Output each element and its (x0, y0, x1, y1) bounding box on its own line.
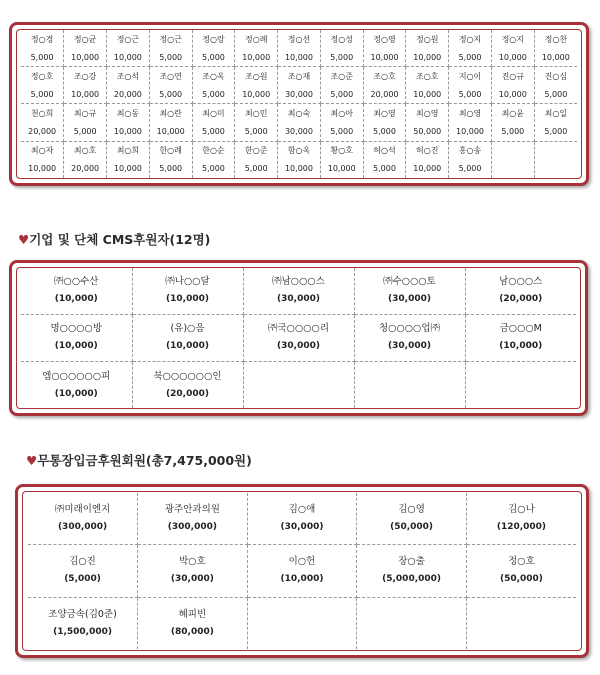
donor-name: 금○○○M (499, 323, 542, 335)
donor-name: 허○진 (416, 146, 439, 156)
donor-name: 조○호 (373, 71, 396, 81)
donor-name: 정○지 (501, 34, 525, 44)
donor-cell (449, 104, 492, 141)
donation-amount: 10,000 (242, 52, 271, 62)
table-row (21, 30, 577, 67)
donation-amount: (30,000) (388, 294, 431, 305)
donation-amount: 5,000 (201, 52, 225, 62)
donor-list-frame-1 (9, 22, 589, 186)
donation-amount: 10,000 (71, 89, 100, 99)
donor-name: 황○호 (330, 146, 353, 156)
donor-name: 최○영 (416, 109, 439, 119)
table-row (21, 67, 577, 104)
donor-cell (132, 268, 243, 314)
donation-amount: (10,000) (166, 341, 209, 352)
donor-name: 정○근 (159, 34, 182, 44)
donation-amount: (50,000) (390, 522, 434, 533)
donor-cell (491, 141, 534, 178)
donor-cell (354, 314, 465, 361)
donor-name: ㈜수○○○토 (383, 276, 436, 288)
donor-cell (243, 362, 354, 408)
donation-amount: 10,000 (284, 164, 313, 174)
donation-amount: 5,000 (544, 89, 568, 99)
donation-amount: 5,000 (201, 127, 225, 137)
table-row (21, 314, 576, 361)
donor-cell (149, 104, 192, 141)
donor-cell (21, 362, 132, 408)
donor-cell (466, 493, 576, 545)
donor-name: 최○자 (30, 146, 54, 156)
donation-amount: (80,000) (170, 626, 214, 637)
donor-cell (28, 545, 138, 598)
donor-cell (28, 493, 138, 545)
donor-name: 천○희 (30, 109, 54, 119)
donor-name: 조○연 (159, 71, 182, 81)
donor-cell (406, 104, 449, 141)
donor-name: 정○균 (73, 34, 97, 44)
donation-amount: (300,000) (57, 522, 108, 533)
donation-amount: (10,000) (54, 341, 98, 352)
donor-cell (278, 104, 321, 141)
donation-amount: 10,000 (541, 52, 570, 62)
donor-cell (278, 141, 321, 178)
donation-amount: 5,000 (159, 89, 183, 99)
donor-name: 조○호 (416, 71, 439, 81)
donation-amount: 20,000 (113, 89, 142, 99)
donation-amount: 5,000 (244, 164, 268, 174)
donation-amount: 5,000 (330, 89, 354, 99)
donor-cell (138, 597, 248, 649)
donor-cell (465, 314, 576, 361)
donation-amount: 20,000 (370, 89, 399, 99)
heart-icon: ♥ (18, 232, 30, 247)
donation-amount: 5,000 (373, 164, 396, 174)
donor-name: 조양금속(김0준) (48, 608, 117, 620)
donor-cell (138, 545, 248, 598)
donor-cell (149, 141, 192, 178)
table-row (28, 493, 576, 545)
bank-transfer-donor-table (28, 493, 576, 649)
bank-transfer-heading-text: 무통장입금후원회원(총7,475,000원) (37, 453, 252, 468)
donor-cell (192, 30, 235, 67)
donor-cell (491, 67, 534, 104)
donor-name: 정○랑 (202, 34, 225, 44)
donation-amount: 10,000 (284, 52, 313, 62)
donor-name: 진○규 (501, 71, 525, 81)
donor-name: (유)○음 (170, 323, 205, 335)
donation-amount: 5,000 (373, 127, 396, 137)
donation-amount: 5,000 (501, 127, 525, 137)
donor-name: 북○○○○○○인 (153, 370, 222, 382)
donation-amount: 5,000 (458, 164, 482, 174)
donor-list-frame-3 (15, 484, 589, 658)
donor-cell (243, 314, 354, 361)
donor-cell (21, 104, 64, 141)
donor-cell (107, 30, 150, 67)
donor-name: 최○숙 (287, 109, 311, 119)
donation-amount: 10,000 (370, 52, 399, 62)
donation-amount: 50,000 (413, 127, 442, 137)
donation-amount: 10,000 (113, 164, 142, 174)
donor-cell (320, 141, 363, 178)
donation-amount: 10,000 (242, 89, 271, 99)
donor-name: 조○원 (244, 71, 268, 81)
donor-cell (363, 67, 406, 104)
donor-cell (64, 30, 107, 67)
donor-cell (320, 30, 363, 67)
table-row (21, 268, 576, 314)
donor-name: 정○선 (287, 34, 311, 44)
donor-cell (449, 141, 492, 178)
donor-name: 허○석 (373, 146, 396, 156)
donation-amount: (20,000) (499, 294, 543, 305)
donation-amount: 5,000 (458, 89, 482, 99)
table-row (21, 362, 576, 408)
donor-name: ㈜○○수산 (54, 276, 99, 288)
donation-amount: (10,000) (54, 294, 98, 305)
donor-name: 김○애 (288, 504, 316, 516)
donor-name: 최○희 (116, 146, 140, 156)
donation-amount: (10,000) (54, 388, 98, 399)
donor-name: 정○경 (30, 34, 54, 44)
donor-name: 조○준 (330, 71, 353, 81)
donation-amount: 5,000 (73, 127, 97, 137)
donor-cell (534, 30, 577, 67)
donor-cell (278, 67, 321, 104)
donor-name: 최○호 (73, 146, 97, 156)
donation-amount: 5,000 (159, 164, 183, 174)
donor-cell (247, 493, 357, 545)
donor-name: 정○근 (116, 34, 140, 44)
section-heading-corporate (18, 230, 210, 248)
table-row (28, 597, 576, 649)
donor-cell (149, 67, 192, 104)
donor-cell (465, 362, 576, 408)
donor-name: 한○례 (159, 146, 182, 156)
donor-name: 최○영 (373, 109, 396, 119)
donor-cell (466, 545, 576, 598)
donation-amount: (50,000) (499, 574, 543, 585)
donor-name: 정○성 (330, 34, 353, 44)
donor-name: 최○규 (73, 109, 97, 119)
donation-amount: 5,000 (30, 52, 54, 62)
donor-name: 청○○○○업㈜ (378, 323, 440, 335)
donation-amount: (10,000) (280, 574, 324, 585)
donor-name: 장○출 (398, 556, 425, 568)
donor-name: 정○찬 (544, 34, 568, 44)
donation-amount: 20,000 (71, 164, 100, 174)
donor-cell (243, 268, 354, 314)
donor-cell (21, 141, 64, 178)
donor-cell (466, 597, 576, 649)
donation-amount: 10,000 (413, 52, 442, 62)
donor-cell (192, 141, 235, 178)
donor-cell (363, 104, 406, 141)
donation-amount: (30,000) (277, 341, 320, 352)
donation-amount: (30,000) (277, 294, 320, 305)
donation-amount: 10,000 (28, 164, 57, 174)
donor-name: 정○호 (508, 556, 535, 568)
donor-cell (320, 104, 363, 141)
donor-cell (192, 104, 235, 141)
donor-name: 박○호 (179, 556, 206, 568)
donor-name: 조○재 (287, 71, 311, 81)
donation-amount: 10,000 (71, 52, 100, 62)
donor-name: 조○강 (73, 71, 97, 81)
donor-cell (247, 545, 357, 598)
donor-cell (21, 268, 132, 314)
donor-cell (534, 104, 577, 141)
donation-amount: (10,000) (166, 294, 209, 305)
donor-name: 진○심 (544, 71, 568, 81)
donation-amount: (120,000) (496, 522, 547, 533)
donation-amount: 5,000 (330, 52, 354, 62)
donor-cell (235, 67, 278, 104)
donor-cell (107, 104, 150, 141)
donor-name: 조○옥 (202, 71, 225, 81)
donor-cell (132, 314, 243, 361)
donor-cell (149, 30, 192, 67)
donor-name: 함○옥 (287, 146, 311, 156)
donor-cell (235, 30, 278, 67)
donor-cell (132, 362, 243, 408)
donation-amount: 5,000 (201, 89, 225, 99)
donation-amount: (30,000) (170, 574, 214, 585)
donor-cell (357, 493, 467, 545)
donation-amount: (5,000) (64, 574, 101, 585)
donor-cell (21, 67, 64, 104)
donor-name: 최○란 (159, 109, 182, 119)
donor-name: 최○영 (458, 109, 482, 119)
donor-name: ㈜나○○달 (165, 276, 210, 288)
donor-cell (354, 268, 465, 314)
donation-amount: 10,000 (413, 89, 442, 99)
donor-cell (64, 67, 107, 104)
donation-amount: 10,000 (327, 164, 356, 174)
donor-name: 최○미 (202, 109, 225, 119)
donor-name: 남○○○스 (499, 276, 543, 288)
donor-name: 최○아 (330, 109, 353, 119)
donor-cell (21, 30, 64, 67)
donation-amount: 10,000 (456, 127, 485, 137)
donor-cell (406, 30, 449, 67)
donor-list-frame-2 (9, 260, 588, 416)
donor-cell (449, 67, 492, 104)
donor-name: 정○영 (373, 34, 396, 44)
donor-name: 최○윤 (501, 109, 525, 119)
donation-amount: (20,000) (166, 388, 209, 399)
donation-amount: (1,500,000) (53, 626, 112, 637)
section-heading-bank-transfer (26, 451, 252, 469)
donor-cell (363, 30, 406, 67)
donor-name: 최○민 (244, 109, 268, 119)
donor-cell (534, 141, 577, 178)
donor-cell (357, 597, 467, 649)
donor-cell (107, 141, 150, 178)
donation-amount: 30,000 (284, 89, 313, 99)
donation-amount: 5,000 (244, 127, 268, 137)
donor-cell (491, 30, 534, 67)
donor-name: 이○헌 (288, 556, 316, 568)
donor-cell (534, 67, 577, 104)
donor-name: 혜피빈 (178, 608, 207, 620)
donation-amount: 5,000 (458, 52, 482, 62)
donation-amount: 5,000 (544, 127, 568, 137)
donor-cell (278, 30, 321, 67)
donor-cell (354, 362, 465, 408)
donation-amount: 20,000 (28, 127, 57, 137)
donor-cell (235, 104, 278, 141)
donor-cell (363, 141, 406, 178)
donor-cell (107, 67, 150, 104)
donor-cell (192, 67, 235, 104)
donor-cell (406, 67, 449, 104)
donation-amount: (300,000) (167, 522, 217, 533)
donor-name: ㈜미래이엔지 (54, 504, 111, 516)
donation-amount: 10,000 (113, 127, 142, 137)
donation-amount: 30,000 (284, 127, 313, 137)
donor-name: 김○영 (398, 504, 425, 516)
donation-amount: 10,000 (113, 52, 142, 62)
donor-cell (235, 141, 278, 178)
table-row (21, 104, 577, 141)
donation-amount: (10,000) (499, 341, 543, 352)
donor-name: ㈜국○○○○리 (267, 323, 329, 335)
donor-name: 명○○○○방 (50, 323, 102, 335)
donor-cell (247, 597, 357, 649)
donation-amount: (5,000,000) (382, 574, 442, 585)
donation-amount: (30,000) (280, 522, 324, 533)
table-row (28, 545, 576, 598)
donation-amount: 5,000 (201, 164, 225, 174)
donation-amount: 10,000 (498, 52, 527, 62)
donor-name: 한○순 (202, 146, 225, 156)
donor-cell (64, 141, 107, 178)
donation-amount: 10,000 (498, 89, 527, 99)
donation-amount: (30,000) (388, 341, 431, 352)
corporate-heading-text: 기업 및 단체 CMS후원자(12명) (29, 232, 211, 247)
donor-name: 최○일 (544, 109, 568, 119)
donor-name: 조○석 (116, 71, 140, 81)
donor-cell (64, 104, 107, 141)
donor-name: 정○례 (244, 34, 268, 44)
donor-name: 홍○송 (458, 146, 482, 156)
donor-name: 정○원 (416, 34, 439, 44)
donor-name: ㈜남○○○스 (272, 276, 325, 288)
donor-cell (491, 104, 534, 141)
donor-name: 엠○○○○○○피 (42, 370, 111, 382)
donor-name: 김○진 (69, 556, 96, 568)
corporate-donor-table (21, 268, 576, 408)
donor-cell (357, 545, 467, 598)
donor-name: 광주안과의원 (164, 504, 220, 516)
donor-name: 한○준 (244, 146, 268, 156)
donor-name: 최○동 (116, 109, 140, 119)
donation-amount: 10,000 (413, 164, 442, 174)
heart-icon: ♥ (26, 453, 38, 468)
donor-cell (320, 67, 363, 104)
donor-name: 김○나 (508, 504, 535, 516)
donor-cell (449, 30, 492, 67)
donor-cell (465, 268, 576, 314)
donor-name: 정○지 (458, 34, 482, 44)
donation-amount: 5,000 (159, 52, 183, 62)
donor-name: 지○이 (458, 71, 482, 81)
donor-cell (406, 141, 449, 178)
donation-amount: 10,000 (156, 127, 185, 137)
donor-cell (28, 597, 138, 649)
individual-donor-table (21, 30, 577, 178)
donation-amount: 5,000 (30, 89, 54, 99)
donor-cell (21, 314, 132, 361)
donor-name: 정○호 (30, 71, 54, 81)
table-row (21, 141, 577, 178)
donation-amount: 5,000 (330, 127, 354, 137)
donor-cell (138, 493, 248, 545)
